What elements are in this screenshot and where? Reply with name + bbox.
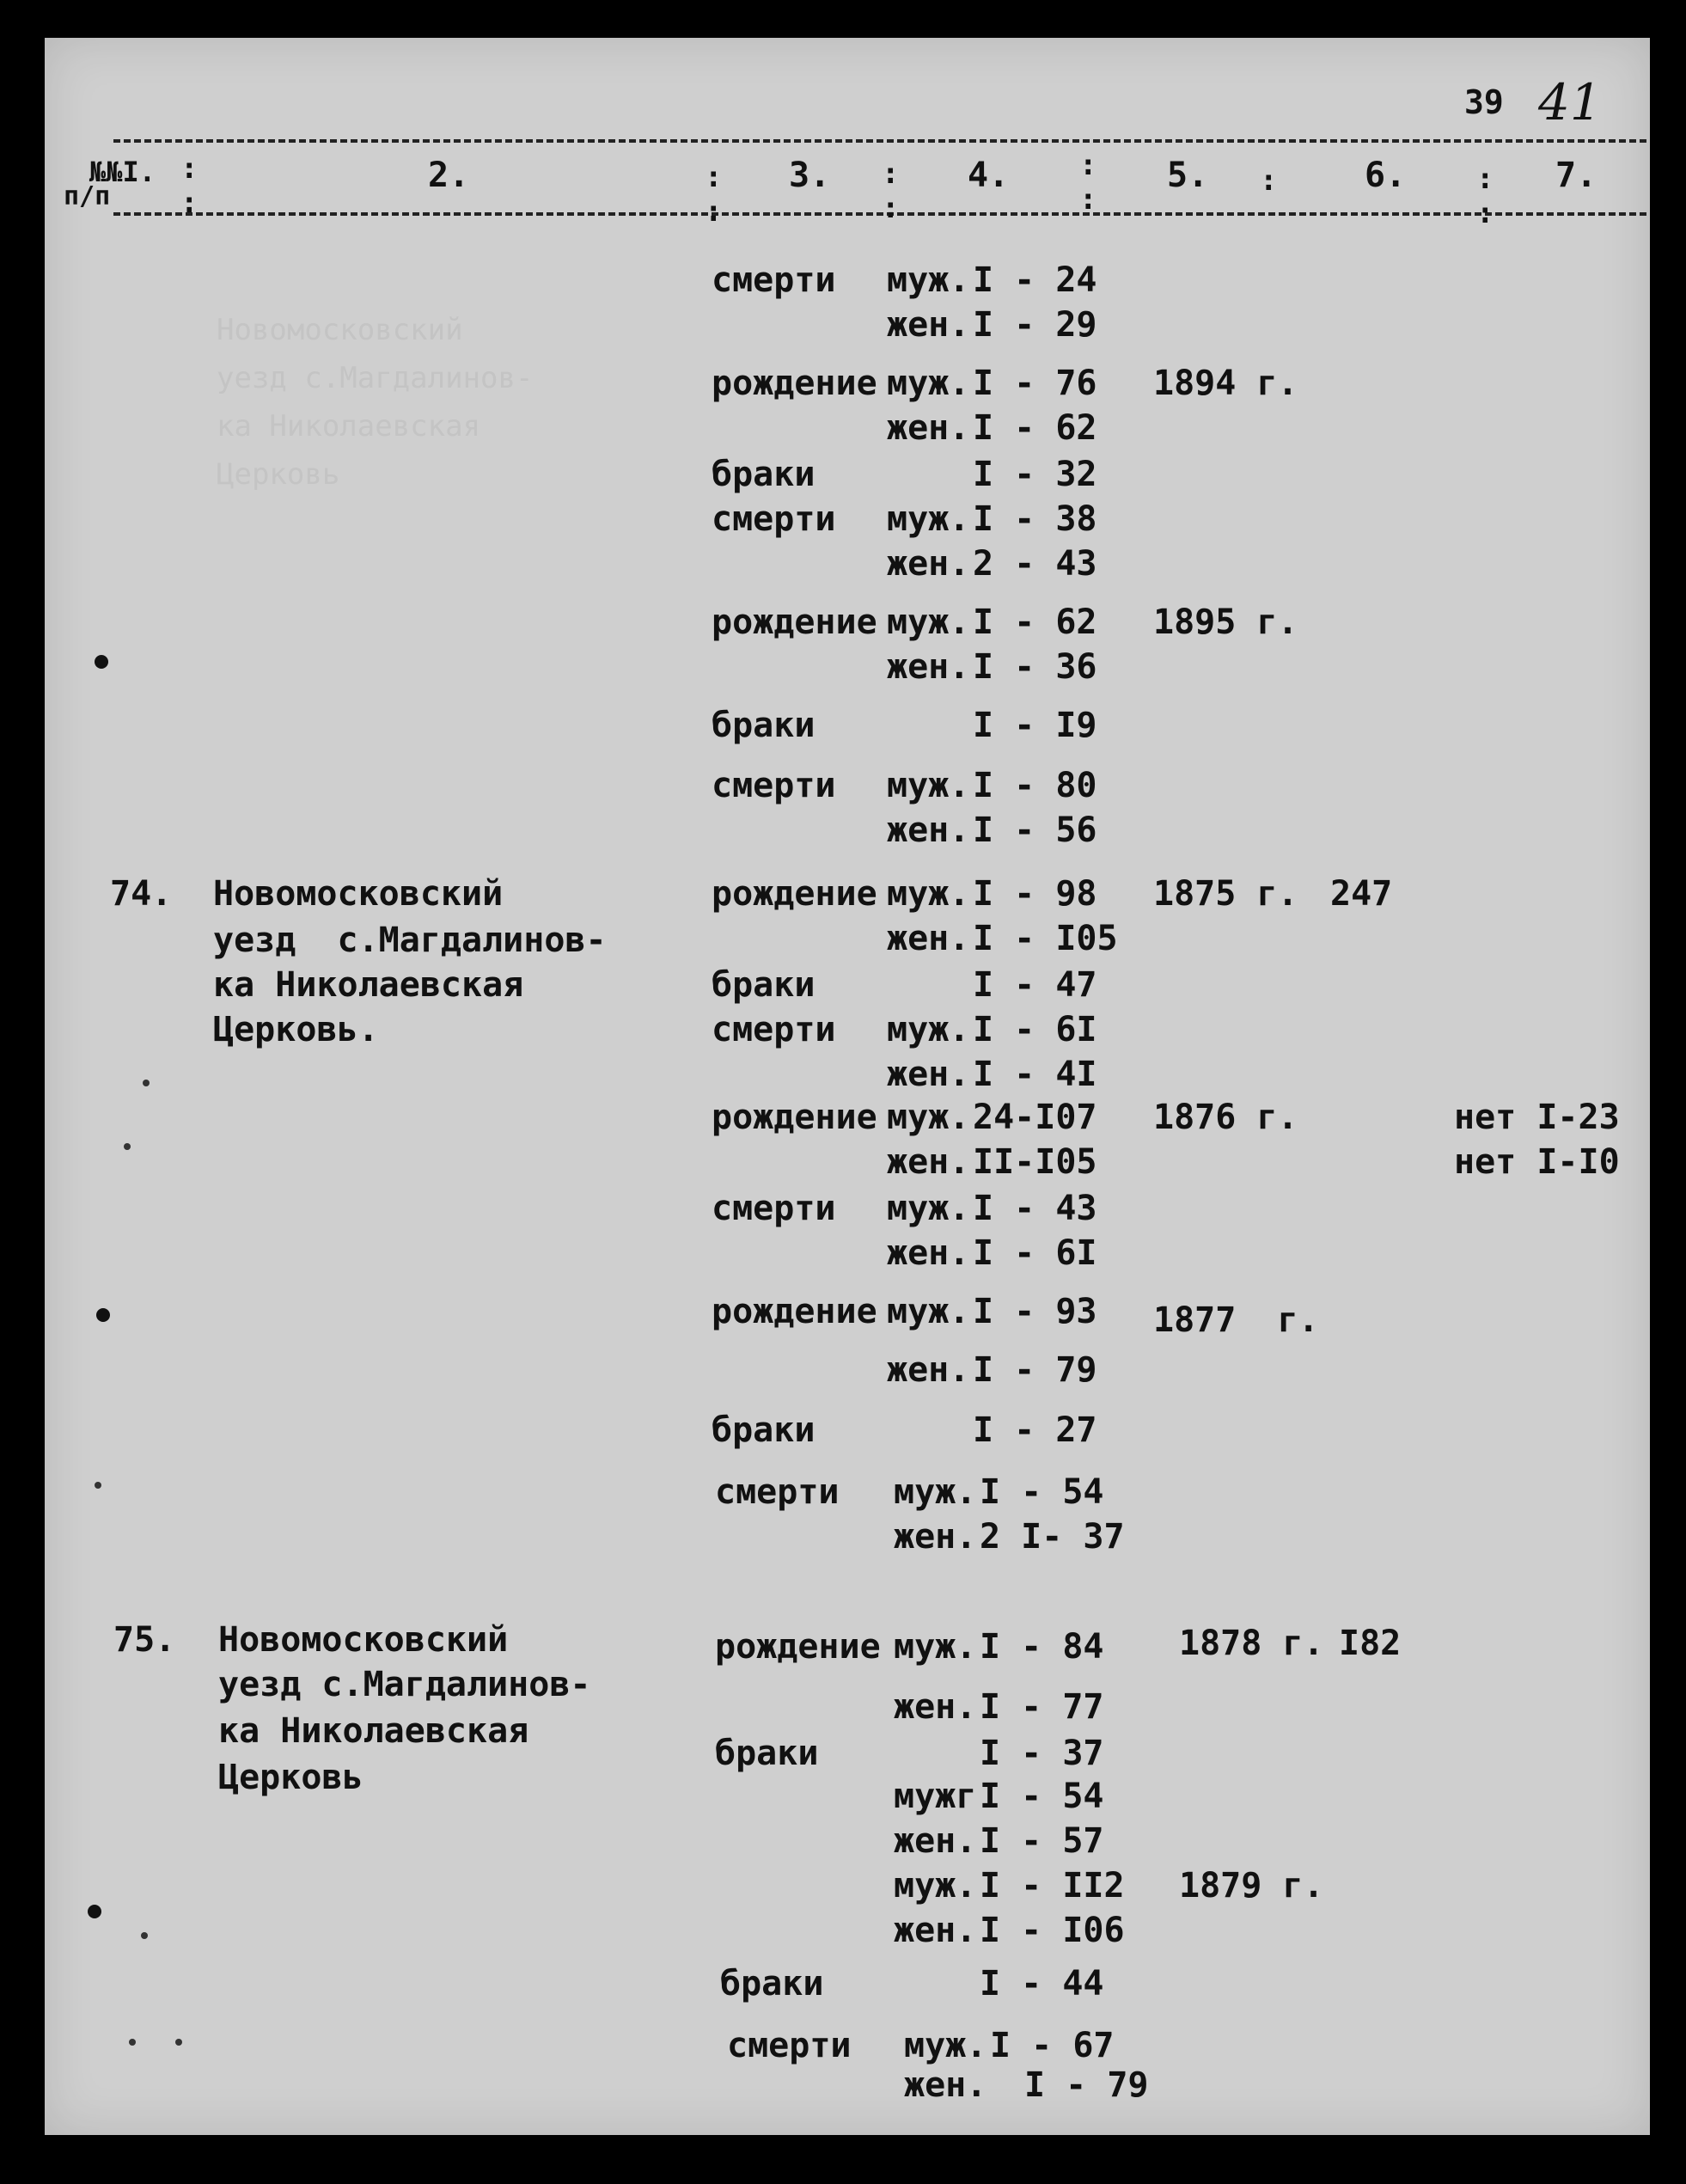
paper-speck <box>129 2039 136 2046</box>
column-separator: : : <box>882 156 900 225</box>
record-sex: муж. <box>894 1627 977 1667</box>
record-sex: муж. <box>887 1010 970 1049</box>
record-label: рождение <box>712 1292 877 1331</box>
record-value: I - 38 <box>973 499 1097 539</box>
record-label: смерти <box>712 766 836 805</box>
record-value: II-I05 <box>973 1142 1097 1182</box>
record-sex: жен. <box>904 2065 987 2105</box>
entry-place-line: уезд с.Магдалинов- <box>218 1665 591 1704</box>
record-value: I - 56 <box>973 811 1097 850</box>
header-col-6: 6. <box>1365 156 1407 195</box>
record-sex: жен. <box>887 1233 970 1273</box>
header-bottom-rule <box>113 212 1646 216</box>
record-sex: жен. <box>894 1911 977 1950</box>
entry-place-line: уезд с.Магдалинов- <box>213 921 607 960</box>
record-value: I - I9 <box>973 706 1097 745</box>
record-sex: муж. <box>904 2026 987 2065</box>
record-label: смерти <box>712 260 836 300</box>
header-col-4: 4. <box>968 156 1010 195</box>
record-sex: муж. <box>887 260 970 300</box>
record-label: смерти <box>727 2026 852 2065</box>
record-value: I - 54 <box>980 1472 1104 1512</box>
entry-col6-count: I82 <box>1339 1624 1402 1663</box>
record-sex: жен. <box>894 1517 977 1557</box>
record-label: браки <box>712 965 816 1005</box>
header-top-rule <box>113 139 1646 143</box>
record-sex: муж. <box>887 1189 970 1228</box>
header-col-3: 3. <box>789 156 831 195</box>
record-label: рождение <box>712 1098 877 1137</box>
record-sex: муж. <box>887 603 970 642</box>
record-label: рождение <box>712 603 877 642</box>
record-sex: жен. <box>894 1687 977 1727</box>
header-col-7: 7. <box>1555 156 1597 195</box>
record-value: I - 47 <box>973 965 1097 1005</box>
record-value: I - 29 <box>973 305 1097 345</box>
record-label: браки <box>712 455 816 494</box>
record-value: I - 54 <box>980 1777 1104 1816</box>
entry-number: 74. <box>110 874 173 914</box>
record-sex: жен. <box>887 811 970 850</box>
record-label: смерти <box>712 1189 836 1228</box>
punch-hole <box>96 1308 110 1322</box>
entry-place-line: Церковь <box>218 1758 363 1797</box>
record-value: I - 80 <box>973 766 1097 805</box>
document-page <box>45 38 1650 2135</box>
record-value: I - 77 <box>980 1687 1104 1727</box>
paper-speck <box>95 1482 101 1489</box>
record-value: I - 98 <box>973 874 1097 914</box>
record-label: смерти <box>712 1010 836 1049</box>
record-value: I - 57 <box>980 1821 1104 1861</box>
record-label: рождение <box>715 1627 881 1667</box>
paper-speck <box>124 1143 131 1150</box>
record-sex: жен. <box>887 1350 970 1390</box>
paper-speck <box>175 2039 182 2046</box>
punch-hole <box>95 655 108 669</box>
record-sex: мужг <box>894 1777 977 1816</box>
record-sex: муж. <box>887 499 970 539</box>
record-sex: жен. <box>894 1821 977 1861</box>
record-sex: муж. <box>894 1472 977 1512</box>
typed-page-number: 39 <box>1464 83 1504 121</box>
record-sex: жен. <box>887 919 970 958</box>
handwritten-page-number: 41 <box>1538 73 1602 132</box>
record-sex: муж. <box>887 364 970 403</box>
record-sex: жен. <box>887 544 970 584</box>
paper-speck <box>143 1080 150 1086</box>
record-value: I - 27 <box>973 1410 1097 1450</box>
record-value: I - 36 <box>973 647 1097 687</box>
record-year: 1876 г. <box>1153 1098 1298 1137</box>
record-value: I - 44 <box>980 1964 1104 2004</box>
record-sex: муж. <box>887 874 970 914</box>
record-label: браки <box>720 1964 824 2004</box>
record-value: I - 32 <box>973 455 1097 494</box>
record-value: I - I05 <box>973 919 1118 958</box>
record-note: нет I-23 <box>1454 1098 1620 1137</box>
record-label: смерти <box>712 499 836 539</box>
record-value: I - 79 <box>973 1350 1097 1390</box>
record-year: 1878 г. <box>1179 1624 1324 1663</box>
record-sex: жен. <box>887 1142 970 1182</box>
punch-hole <box>88 1905 101 1918</box>
record-value: 2 - 43 <box>973 544 1097 584</box>
record-value: I - 43 <box>973 1189 1097 1228</box>
header-col-2: 2. <box>428 156 470 195</box>
record-value: 2 I- 37 <box>980 1517 1125 1557</box>
entry-place-line: ка Николаевская <box>218 1711 529 1751</box>
record-value: I - 76 <box>973 364 1097 403</box>
record-value: I - 6I <box>973 1010 1097 1049</box>
record-value: I - 79 <box>1024 2065 1149 2105</box>
record-year: 1877 г. <box>1153 1300 1319 1340</box>
record-year: 1875 г. <box>1153 874 1298 914</box>
record-value: I - 84 <box>980 1627 1104 1667</box>
record-sex: муж. <box>887 766 970 805</box>
header-col-1: №№I. <box>89 156 156 188</box>
column-separator: : <box>1260 163 1278 198</box>
record-value: I - I06 <box>980 1911 1125 1950</box>
record-sex: муж. <box>887 1098 970 1137</box>
record-label: браки <box>712 1410 816 1450</box>
record-label: рождение <box>712 874 877 914</box>
record-sex: жен. <box>887 647 970 687</box>
entry-place-line: Церковь. <box>213 1010 379 1049</box>
record-value: I - 93 <box>973 1292 1097 1331</box>
header-col-1-sub: п/п <box>64 181 111 211</box>
record-label: браки <box>715 1734 819 1773</box>
paper-speck <box>141 1932 148 1939</box>
record-value: I - 4I <box>973 1055 1097 1094</box>
record-label: браки <box>712 706 816 745</box>
record-value: I - 6I <box>973 1233 1097 1273</box>
entry-col6-count: 247 <box>1330 874 1393 914</box>
entry-place-line: Новомосковский <box>213 874 504 914</box>
record-value: I - 24 <box>973 260 1097 300</box>
record-sex: жен. <box>887 305 970 345</box>
header-col-5: 5. <box>1167 156 1209 195</box>
record-label: рождение <box>712 364 877 403</box>
record-year: 1895 г. <box>1153 603 1298 642</box>
entry-number: 75. <box>113 1620 176 1660</box>
column-separator: : : <box>180 151 199 220</box>
record-sex: муж. <box>887 1292 970 1331</box>
record-sex: жен. <box>887 1055 970 1094</box>
record-label: смерти <box>715 1472 840 1512</box>
record-value: I - 37 <box>980 1734 1104 1773</box>
record-value: I - 62 <box>973 603 1097 642</box>
record-sex: жен. <box>887 408 970 448</box>
record-value: I - 62 <box>973 408 1097 448</box>
column-separator: : : <box>1476 162 1494 230</box>
column-separator: : : <box>705 160 723 229</box>
record-year: 1879 г. <box>1179 1866 1324 1906</box>
record-note: нет I-I0 <box>1454 1142 1620 1182</box>
bleed-through-text: Новомосковский уезд с.Магдалинов- ка Николаевская Церковь <box>217 313 534 492</box>
record-value: I - II2 <box>980 1866 1125 1906</box>
column-separator: : : <box>1079 148 1097 217</box>
record-year: 1894 г. <box>1153 364 1298 403</box>
record-sex: муж. <box>894 1866 977 1906</box>
entry-place-line: Новомосковский <box>218 1620 509 1660</box>
record-value: 24-I07 <box>973 1098 1097 1137</box>
record-value: I - 67 <box>990 2026 1115 2065</box>
entry-place-line: ка Николаевская <box>213 965 524 1005</box>
